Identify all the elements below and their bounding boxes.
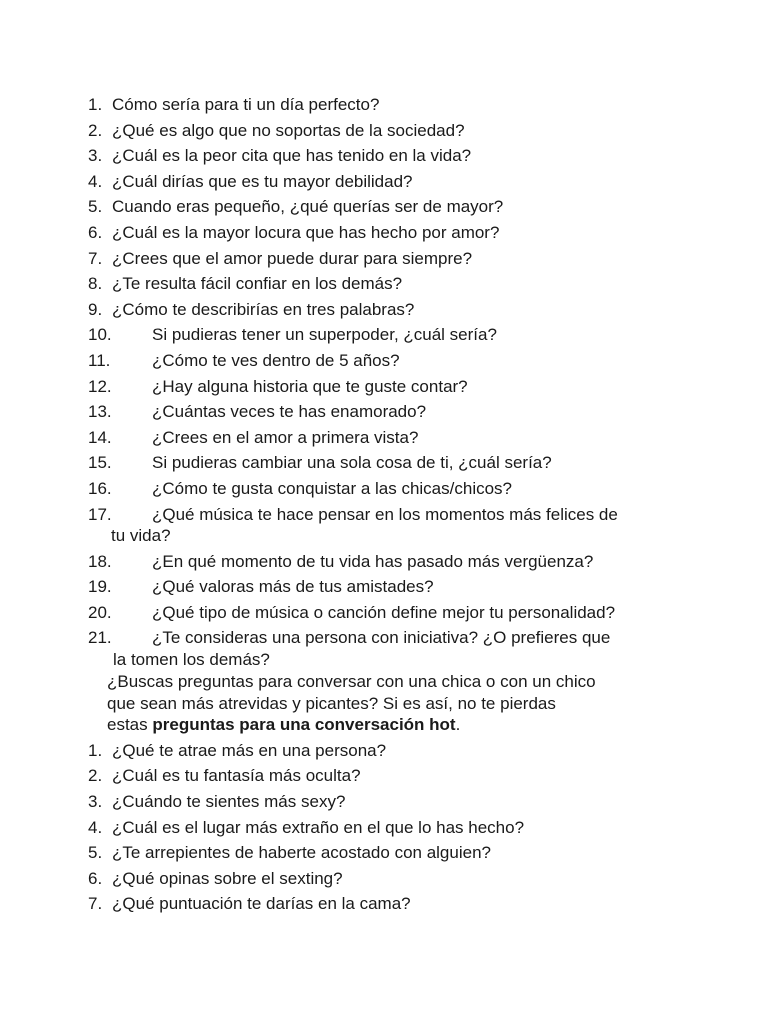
item-number: 16.: [88, 478, 112, 498]
item-text: ¿En qué momento de tu vida has pasado más vergüenza?: [152, 551, 594, 571]
item-number: 14.: [88, 427, 112, 447]
list-item: [0, 118, 768, 144]
list-item: [0, 574, 768, 600]
intro-line: que sean más atrevidas y picantes? Si es así, no te pierdas: [107, 693, 556, 713]
list-item: [0, 348, 768, 374]
list-item: [0, 143, 768, 169]
item-text: ¿Cómo te gusta conquistar a las chicas/chicos?: [152, 478, 513, 498]
item-number: 9.: [88, 299, 103, 319]
item-text: ¿Cuál dirías que es tu mayor debilidad?: [112, 171, 413, 191]
list-item: [0, 840, 768, 866]
item-number: 6.: [88, 222, 103, 242]
item-number: 10.: [88, 325, 112, 345]
list-item: [0, 92, 768, 118]
intro-line-3-prefix: estas: [107, 715, 153, 735]
item-text: ¿Cómo te ves dentro de 5 años?: [152, 350, 400, 370]
list-item: [0, 738, 768, 764]
item-number: 1.: [88, 95, 103, 114]
item-text: ¿Cuál es la peor cita que has tenido en la vida?: [112, 146, 472, 166]
item-number: 2.: [88, 766, 103, 786]
item-text: ¿Qué puntuación te darías en la cama?: [112, 894, 411, 914]
item-text: Cuando eras pequeño, ¿qué querías ser de mayor?: [112, 197, 504, 217]
item-number: 4.: [88, 171, 103, 191]
item-text: ¿Cuál es tu fantasía más oculta?: [112, 766, 361, 786]
intro-bold-phrase: preguntas para una conversación hot: [152, 715, 456, 735]
list-item: [0, 425, 768, 451]
item-text: ¿Qué música te hace pensar en los momentos más felices de: [152, 504, 618, 524]
item-text-continuation: tu vida?: [111, 526, 171, 545]
intro-line: ¿Buscas preguntas para conversar con una chica o con un chico: [107, 672, 596, 692]
item-number: 2.: [88, 120, 103, 140]
question-list-hot: [0, 738, 768, 917]
item-number: 15.: [88, 453, 112, 473]
item-number: 17.: [88, 504, 112, 524]
item-number: 11.: [88, 350, 111, 370]
item-text: Cómo sería para ti un día perfecto?: [112, 95, 380, 114]
list-item: [0, 374, 768, 400]
list-item: [0, 891, 768, 917]
item-number: 7.: [88, 248, 103, 268]
item-number: 21.: [88, 628, 112, 648]
item-text: ¿Qué es algo que no soportas de la sociedad?: [112, 120, 465, 140]
list-item: [0, 504, 768, 547]
list-item: [0, 271, 768, 297]
item-text: ¿Crees en el amor a primera vista?: [152, 427, 419, 447]
list-item: [0, 322, 768, 348]
item-number: 12.: [88, 376, 112, 396]
item-text: ¿Qué te atrae más en una persona?: [112, 740, 387, 760]
item-text: ¿Te resulta fácil confiar en los demás?: [112, 274, 403, 294]
question-list-general: [0, 92, 768, 670]
list-item: [0, 763, 768, 789]
item-text: ¿Qué opinas sobre el sexting?: [112, 868, 343, 888]
list-item: [0, 789, 768, 815]
item-text: ¿Cómo te describirías en tres palabras?: [112, 299, 415, 319]
item-text: Si pudieras tener un superpoder, ¿cuál sería?: [152, 325, 497, 345]
item-number: 3.: [88, 146, 103, 166]
list-item: [0, 399, 768, 425]
item-number: 19.: [88, 577, 112, 597]
item-number: 8.: [88, 274, 103, 294]
item-number: 5.: [88, 197, 103, 217]
intro-line-3-suffix: .: [455, 715, 461, 735]
item-text: ¿Te consideras una persona con iniciativa? ¿O prefieres que: [152, 628, 611, 648]
item-number: 1.: [88, 740, 103, 760]
intro-line-3: [107, 714, 768, 736]
list-item: [0, 297, 768, 323]
item-number: 6.: [88, 868, 103, 888]
list-item: [0, 627, 768, 670]
list-item: [0, 246, 768, 272]
item-text: ¿Te arrepientes de haberte acostado con alguien?: [112, 843, 491, 863]
item-text: ¿Cuándo te sientes más sexy?: [112, 791, 346, 811]
item-text: Si pudieras cambiar una sola cosa de ti, ¿cuál sería?: [152, 453, 552, 473]
list-item: [0, 169, 768, 195]
item-text: ¿Cuál es el lugar más extraño en el que lo has hecho?: [112, 817, 525, 837]
item-text: ¿Crees que el amor puede durar para siempre?: [112, 248, 473, 268]
list-item: [0, 815, 768, 841]
item-number: 13.: [88, 402, 112, 422]
item-text: ¿Hay alguna historia que te guste contar?: [152, 376, 468, 396]
item-text: ¿Cuál es la mayor locura que has hecho por amor?: [112, 222, 500, 242]
list-item: [0, 220, 768, 246]
list-item: [0, 450, 768, 476]
item-number: 7.: [88, 894, 103, 914]
item-number: 3.: [88, 791, 103, 811]
hot-questions-intro: [0, 671, 768, 736]
document-page: [0, 92, 768, 917]
item-text-continuation: la tomen los demás?: [113, 649, 270, 669]
item-text: ¿Cuántas veces te has enamorado?: [152, 402, 427, 422]
list-item: [0, 600, 768, 626]
list-item: [0, 549, 768, 575]
list-item: [0, 866, 768, 892]
list-item: [0, 194, 768, 220]
item-number: 20.: [88, 602, 112, 622]
item-text: ¿Qué valoras más de tus amistades?: [152, 577, 434, 597]
item-number: 18.: [88, 551, 112, 571]
list-item: [0, 476, 768, 502]
item-number: 5.: [88, 843, 103, 863]
item-text: ¿Qué tipo de música o canción define mejor tu personalidad?: [152, 602, 616, 622]
item-number: 4.: [88, 817, 103, 837]
